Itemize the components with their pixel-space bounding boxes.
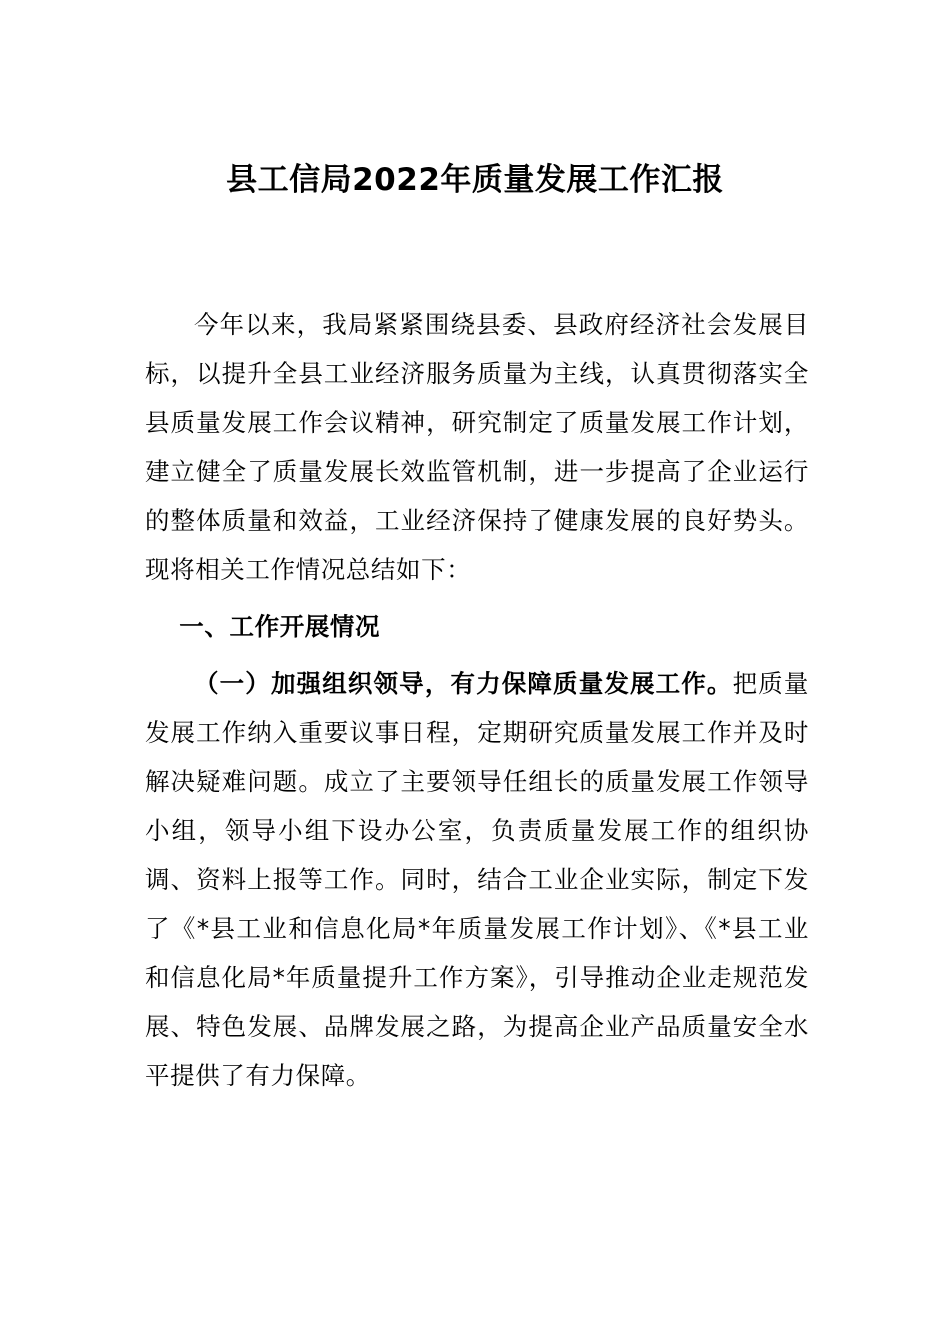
- intro-paragraph: 今年以来，我局紧紧围绕县委、县政府经济社会发展目标，以提升全县工业经济服务质量为主线，认真贯彻落实全县质量发展工作会议精神，研究制定了质量发展工作计划，建立健全了质量发展长效监管机制，进一步提高了企业运行的整体质量和效益，工业经济保持了健康发展的良好势头。现将相关工作情况总结如下：: [145, 310, 809, 584]
- document-body: [145, 300, 809, 1100]
- item-text: 把质量发展工作纳入重要议事日程，定期研究质量发展工作并及时解决疑难问题。成立了主要领导任组长的质量发展工作领导小组，领导小组下设办公室，负责质量发展工作的组织协调、资料上报等工作。同时，结合工业企业实际，制定下发了《*县工业和信息化局*年质量发展工作计划》、《*县工业和信息化局*年质量提升工作方案》，引导推动企业走规范发展、特色发展、品牌发展之路，为提高企业产品质量安全水平提供了有力保障。: [145, 669, 809, 1090]
- document-title: 县工信局2022年质量发展工作汇报: [226, 162, 724, 198]
- section-heading: 一、工作开展情况: [179, 612, 381, 641]
- item-lead: （一）加强组织领导，有力保障质量发展工作。: [194, 669, 733, 698]
- item-paragraph: [145, 659, 809, 1100]
